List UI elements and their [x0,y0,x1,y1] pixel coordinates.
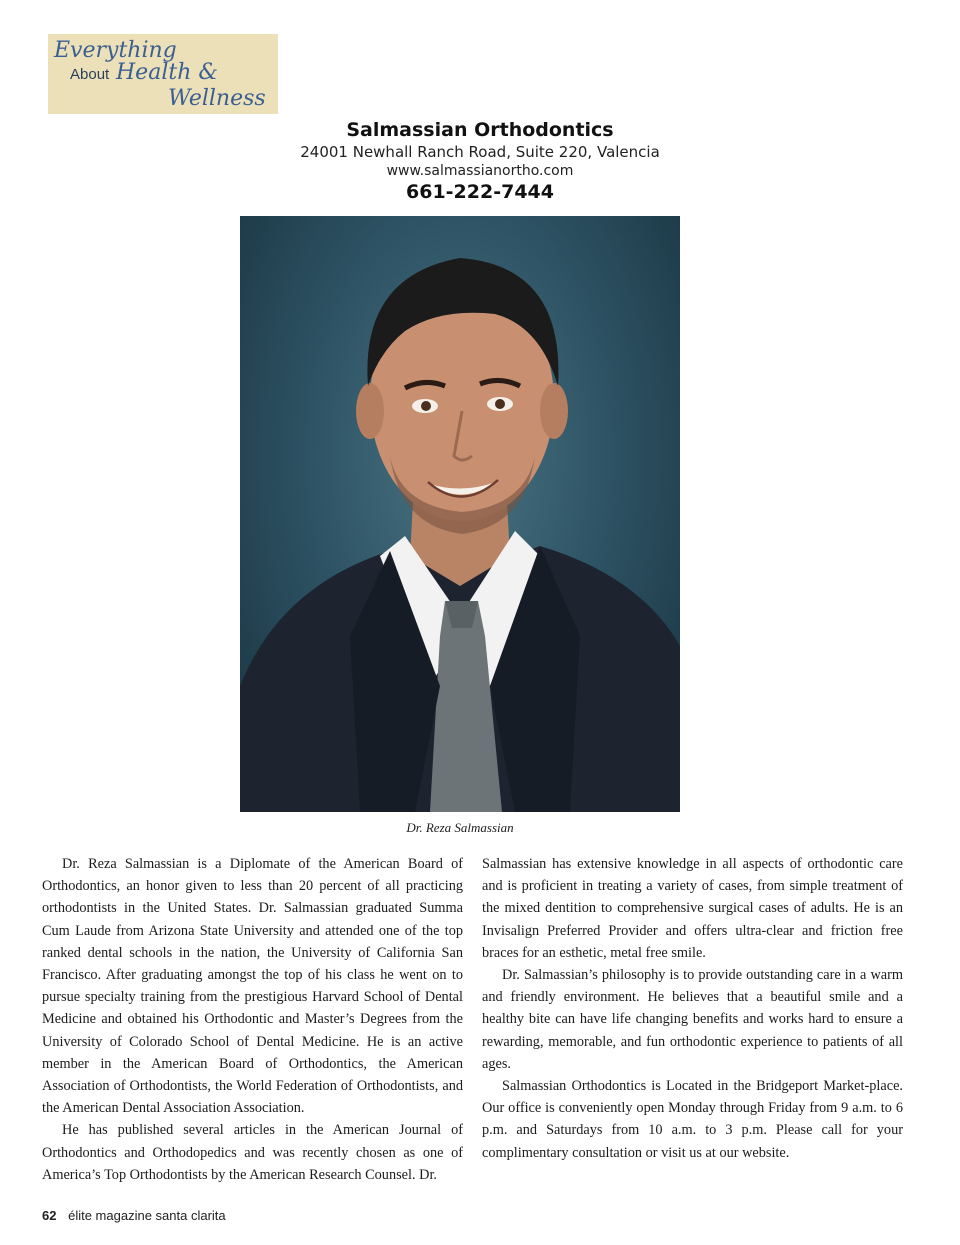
logo-text-line2b: Health & [116,60,218,85]
business-header [0,118,960,204]
business-website[interactable]: www.salmassianortho.com [386,163,574,179]
logo-text-line2a: About [70,66,110,83]
article-column-left [42,853,463,1186]
publication-name: élite magazine santa clarita [68,1208,226,1223]
page-footer [42,1208,226,1223]
article-column-right [482,853,903,1164]
photo-caption: Dr. Reza Salmassian [406,820,514,835]
paragraph: Dr. Salmassian’s philosophy is to provide outstanding care in a warm and friendly environment. He believes that a beautiful smile and a healthy bite can have life changing benefits and works hard to ensure a rewarding, memorable, and fun orthodontic experience to patients of all ages. [482,967,903,1072]
business-phone: 661-222-7444 [406,181,554,203]
paragraph: Dr. Reza Salmassian is a Diplomate of the American Board of Orthodontics, an honor given to less than 20 percent of all practicing orthodontists in the United States. Dr. Salmassian graduated Summa Cum Laude from Arizona State University and attended one of the top ranked dental schools in the nation, the University of California San Francisco. After graduating amongst the top of his class he went on to pursue specialty training from the prestigious Harvard School of Dental Medicine and obtained his Orthodontic and Master’s Degrees from the University of Colorado School of Dental Medicine. He is an active member in the American Board of Orthodontics, the American Association of Orthodontists, the World Federation of Orthodontists, and the American Dental Association Association. [42,856,463,1117]
logo-text-line3: Wellness [168,86,266,111]
logo-text-line1: Everything [54,38,177,63]
business-address: 24001 Newhall Ranch Road, Suite 220, Valencia [300,143,660,161]
section-logo [48,34,278,114]
portrait-photo [240,216,680,812]
page-number: 62 [42,1208,57,1223]
portrait-illustration [240,216,680,812]
business-name: Salmassian Orthodontics [346,119,614,141]
paragraph: He has published several articles in the American Journal of Orthodontics and Orthodopedics and was recently chosen as one of America’s Top Orthodontists by the American Research Counsel. Dr. [42,1122,463,1183]
paragraph: Salmassian has extensive knowledge in all aspects of orthodontic care and is proficient in treating a variety of cases, from simple treatment of the mixed dentition to comprehensive surgical cases of adults. He is an Invisalign Preferred Provider and offers ultra-clear and friction free braces for an esthetic, metal free smile. [482,856,903,961]
paragraph: Salmassian Orthodontics is Located in the Bridgeport Market-place. Our office is conveniently open Monday through Friday from 9 a.m. to 6 p.m. and Saturdays from 10 a.m. to 3 p.m. Please call for your complimentary consultation or visit us at our website. [482,1078,903,1161]
